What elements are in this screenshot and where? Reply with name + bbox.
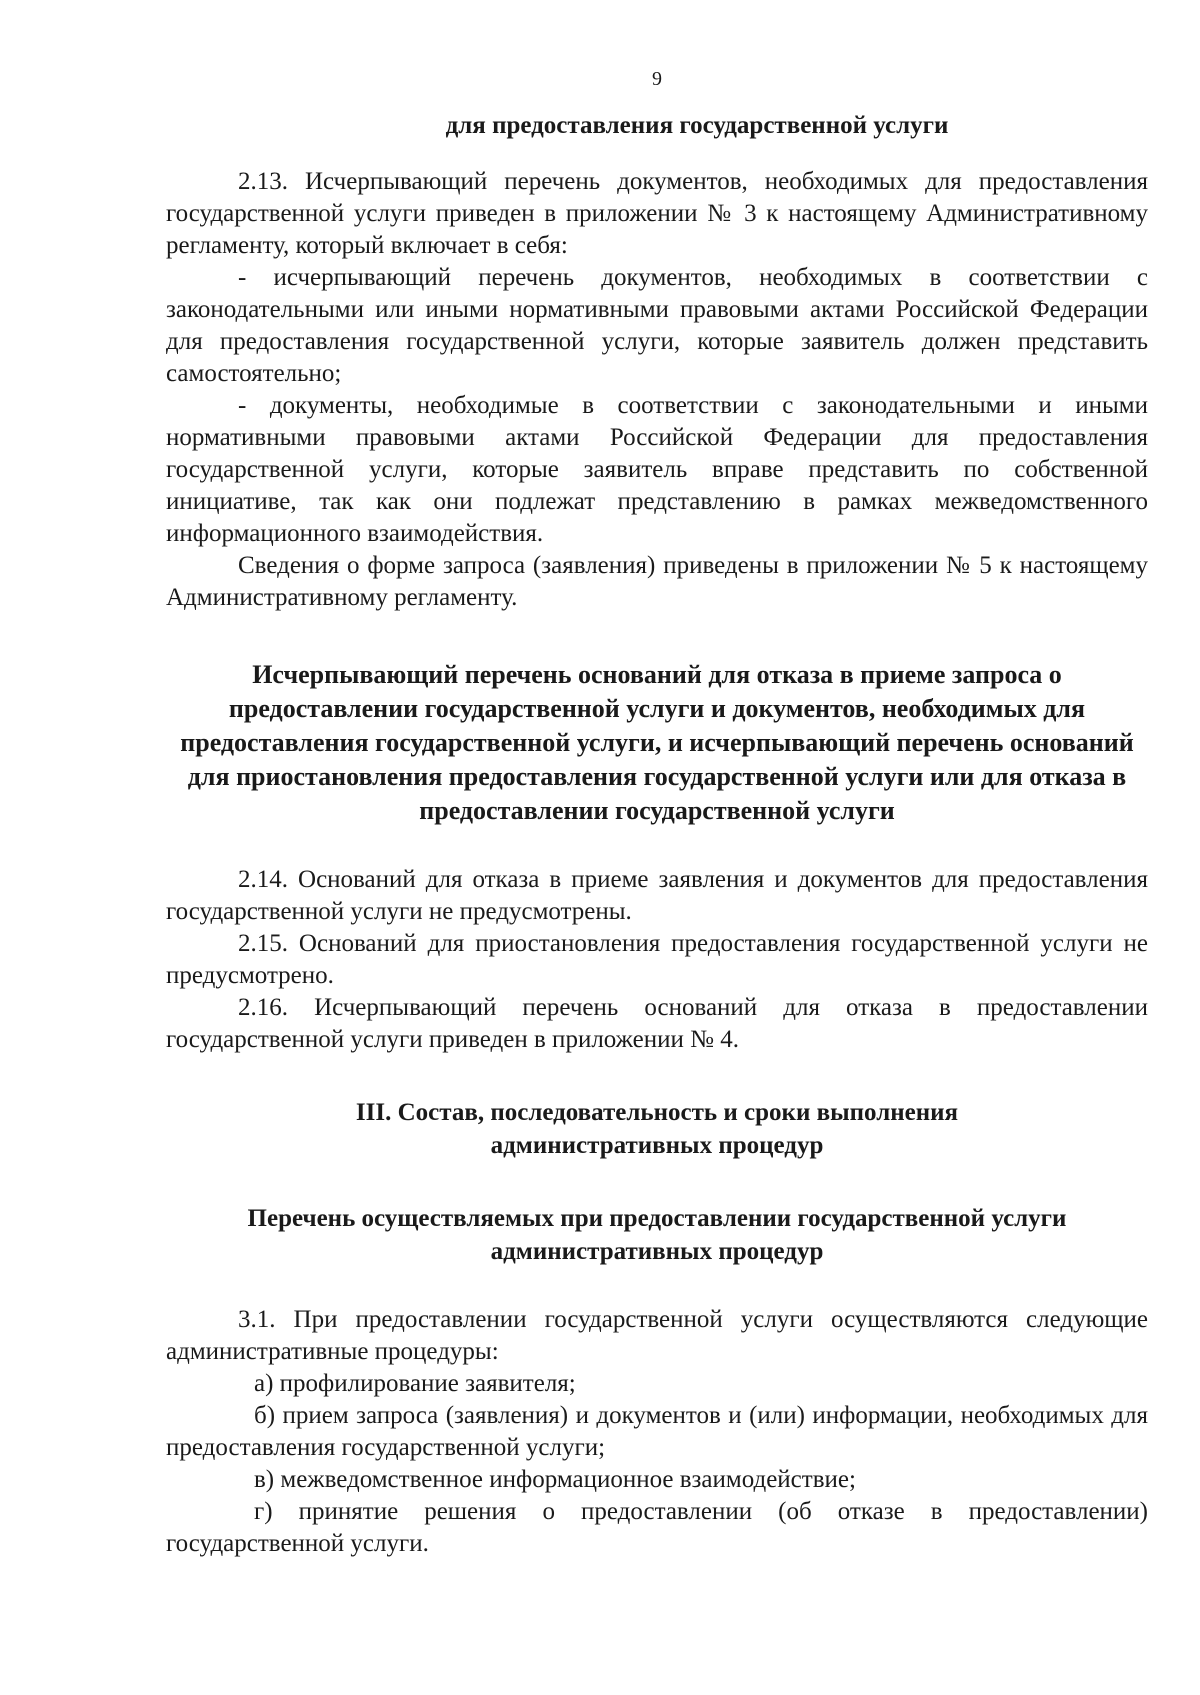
procedure-item-b: б) прием запроса (заявления) и документов и (или) информации, необходимых для предоставления государственной услуги; — [166, 1402, 1148, 1461]
procedure-item-a: а) профилирование заявителя; — [254, 1370, 576, 1397]
procedure-item-d: г) принятие решения о предоставлении (об отказе в предоставлении) государственной услуги. — [166, 1498, 1148, 1557]
section-2-13 — [166, 166, 1148, 614]
paragraph-3-1: 3.1. При предоставлении государственной услуги осуществляются следующие административные процедуры: — [166, 1306, 1148, 1365]
section-heading-refusal: Исчерпывающий перечень оснований для отказа в приеме запроса о предоставлении государственной услуги и документов, необходимых для предоставления государственной услуги, и исчерпывающий перечень оснований для приостановления предоставления государственной услуги или для отказа в предоставлении государственной услуги — [180, 660, 1134, 825]
paragraph-2-15: 2.15. Оснований для приостановления предоставления государственной услуги не предусмотрено. — [166, 930, 1148, 989]
paragraph-list-item: - исчерпывающий перечень документов, необходимых в соответствии с законодательными или иными нормативными правовыми актами Российской Федерации для предоставления государственной услуги, которые заявитель должен представить самостоятельно; — [166, 264, 1148, 387]
paragraph-list-item: - документы, необходимые в соответствии с законодательными и иными нормативными правовыми актами Российской Федерации для предоставления государственной услуги, которые заявитель вправе представить по собственной инициативе, так как они подлежат представлению в рамках межведомственного информационного взаимодействия. — [166, 392, 1148, 547]
paragraph-form-info: Сведения о форме запроса (заявления) приведены в приложении № 5 к настоящему Административному регламенту. — [166, 552, 1148, 611]
section-2-14 — [166, 864, 1148, 1056]
page-number: 9 — [652, 68, 662, 90]
paragraph-2-16: 2.16. Исчерпывающий перечень оснований для отказа в предоставлении государственной услуги приведен в приложении № 4. — [166, 994, 1148, 1053]
procedures-heading: Перечень осуществляемых при предоставлении государственной услуги административных процедур — [247, 1205, 1067, 1265]
top-heading: для предоставления государственной услуги — [445, 112, 949, 139]
paragraph-2-13: 2.13. Исчерпывающий перечень документов, необходимых для предоставления государственной услуги приведен в приложении № 3 к настоящему Административному регламенту, который включает в себя: — [166, 168, 1148, 259]
section-iii-heading: III. Состав, последовательность и сроки выполнения административных процедур — [355, 1099, 959, 1159]
procedure-item-c: в) межведомственное информационное взаимодействие; — [254, 1466, 856, 1493]
paragraph-2-14: 2.14. Оснований для отказа в приеме заявления и документов для предоставления государственной услуги не предусмотрены. — [166, 866, 1148, 925]
section-3-1 — [166, 1304, 1148, 1560]
